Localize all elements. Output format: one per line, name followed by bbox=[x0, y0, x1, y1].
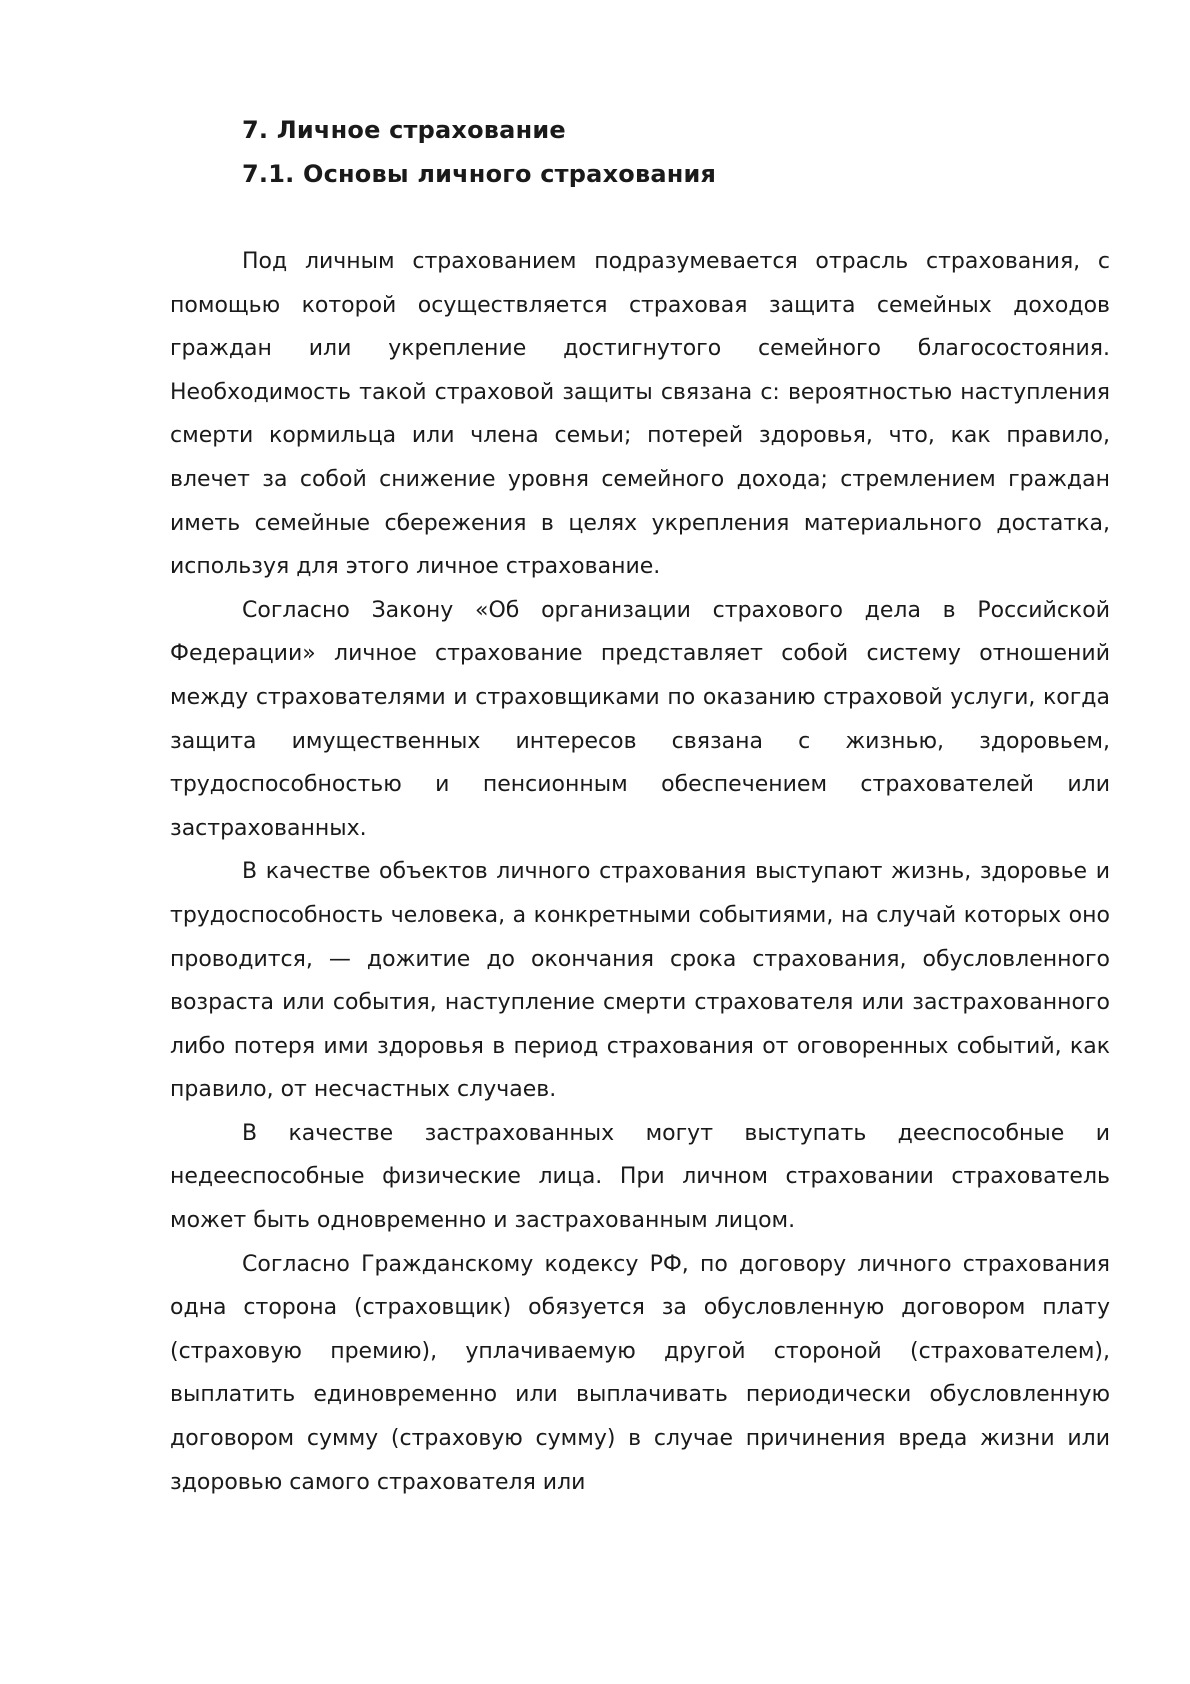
paragraph-5: Согласно Гражданскому кодексу РФ, по договору личного страхования одна сторона (страховщик) обязуется за обусловленную договором плату (страховую премию), уплачиваемую другой стороной (страхователем), выплатить единовременно или выплачивать периодически обусловленную договором сумму (страховую сумму) в случае причинения вреда жизни или здоровью самого страхователя или bbox=[170, 1251, 1110, 1495]
paragraph-2: Согласно Закону «Об организации страхового дела в Российской Федерации» личное страхование представляет собой систему отношений между страхователями и страховщиками по оказанию страховой услуги, когда защита имущественных интересов связана с жизнью, здоровьем, трудоспособностью и пенсионным обеспечением страхователей или застрахованных. bbox=[170, 597, 1110, 841]
paragraph-4: В качестве застрахованных могут выступать дееспособные и недееспособные физические лица. При личном страховании страхователь может быть одновременно и застрахованным лицом. bbox=[170, 1120, 1110, 1234]
page-content bbox=[170, 108, 1110, 1504]
chapter-heading: 7. Личное страхование bbox=[242, 116, 566, 144]
paragraph-3: В качестве объектов личного страхования выступают жизнь, здоровье и трудоспособность человека, а конкретными событиями, на случай которых оно проводится, — дожитие до окончания срока страхования, обусловленного возраста или события, наступление смерти страхователя или застрахованного либо потеря ими здоровья в период страхования от оговоренных событий, как правило, от несчастных случаев. bbox=[170, 859, 1110, 1103]
paragraph-1: Под личным страхованием подразумевается отрасль страхования, с помощью которой осуществляется страховая защита семейных доходов граждан или укрепление достигнутого семейного благосостояния. Необходимость такой страховой защиты связана с: вероятностью наступления смерти кормильца или члена семьи; потерей здоровья, что, как правило, влечет за собой снижение уровня семейного дохода; стремлением граждан иметь семейные сбережения в целях укрепления материального достатка, используя для этого личное страхование. bbox=[170, 249, 1110, 580]
section-heading: 7.1. Основы личного страхования bbox=[242, 160, 717, 188]
heading-spacer bbox=[170, 196, 1110, 240]
